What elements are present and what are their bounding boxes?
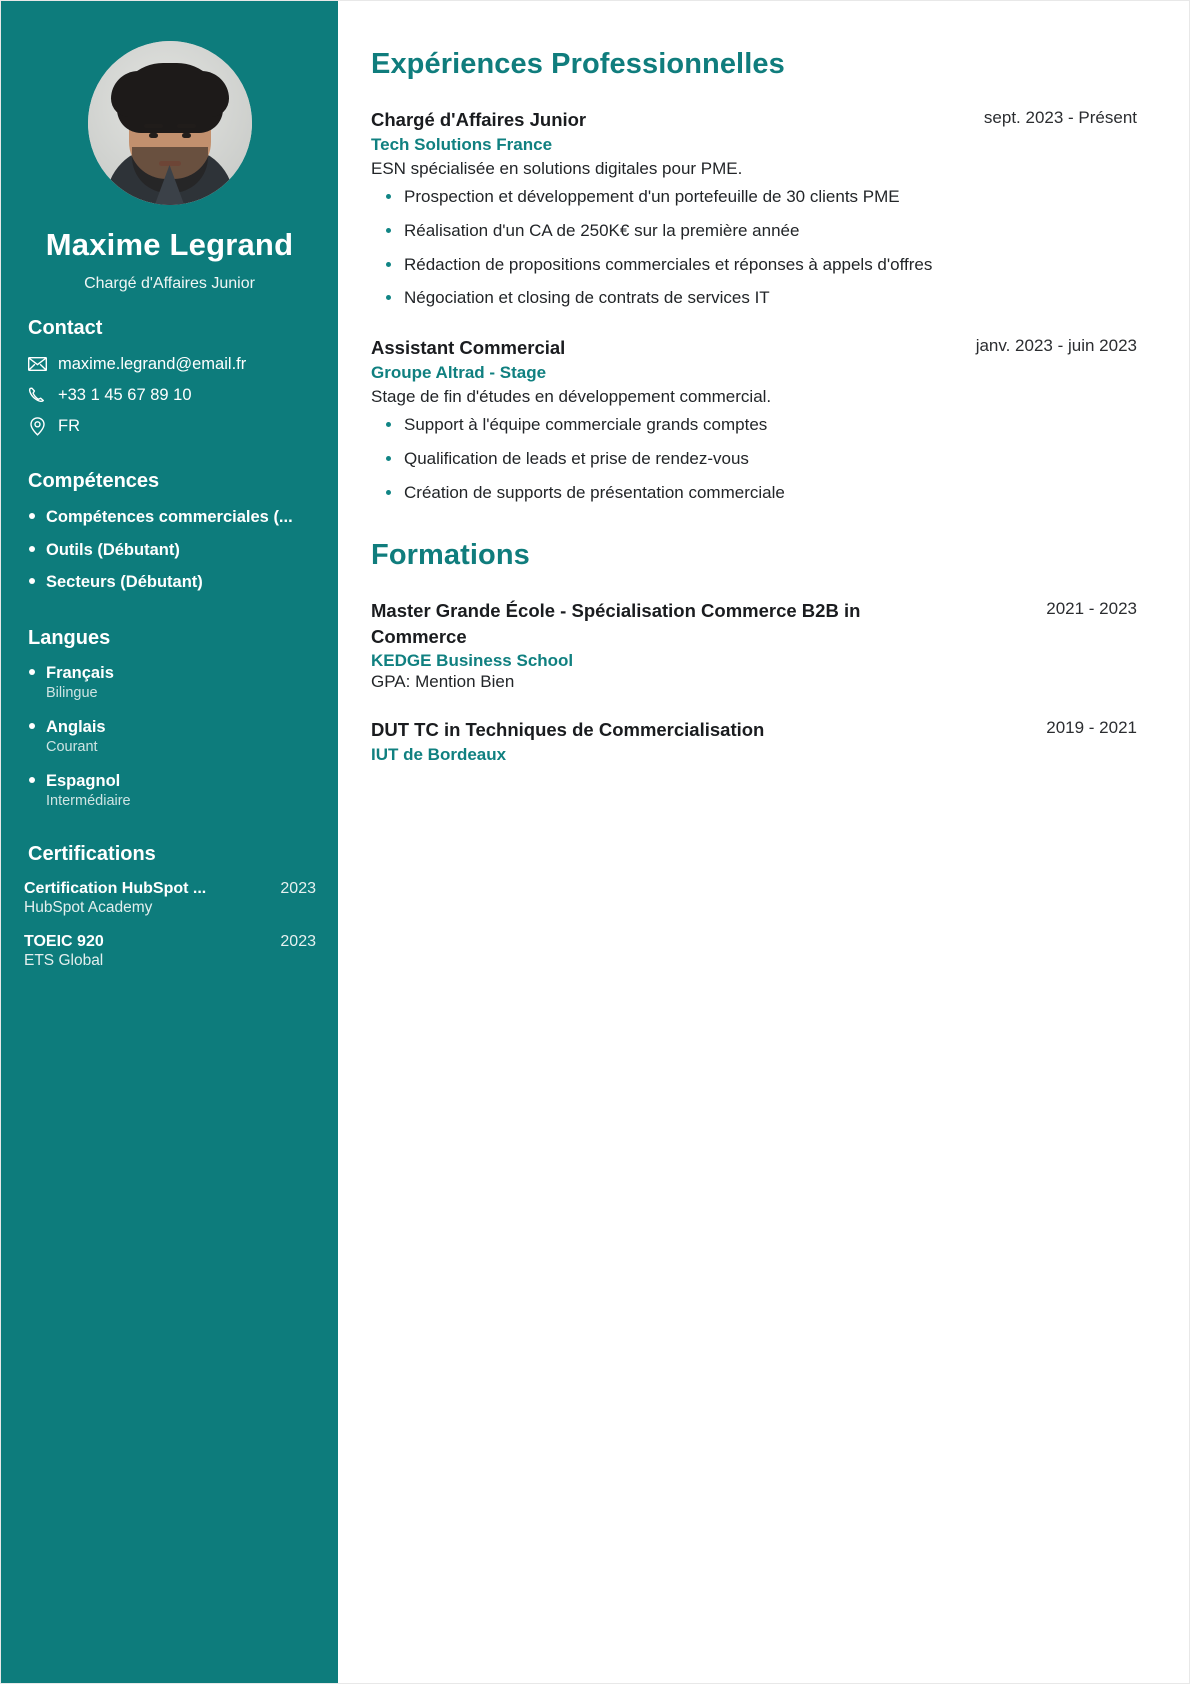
language-level: Intermédiaire	[46, 792, 131, 809]
education-organization: IUT de Bordeaux	[371, 745, 507, 765]
experience-date: sept. 2023 - Présent	[983, 108, 1137, 127]
list-item	[23, 664, 316, 701]
list-item	[371, 481, 1137, 505]
language-name-row	[29, 772, 316, 791]
language-name: Français	[46, 663, 114, 682]
certification-issuer: ETS Global	[24, 951, 104, 969]
list-item	[371, 253, 1137, 277]
certification-year: 2023	[280, 879, 316, 897]
profile-name: Maxime Legrand	[45, 227, 294, 262]
contact-item-email[interactable]	[23, 354, 316, 374]
bullet-text: Support à l'équipe commerciale grands comptes	[404, 415, 768, 435]
certification-header	[24, 880, 316, 898]
bullet-dot-icon	[386, 456, 391, 461]
bullet-dot-icon	[386, 262, 391, 267]
education-header	[371, 717, 1137, 743]
language-name-row	[29, 664, 316, 683]
list-item	[29, 572, 316, 593]
experience-section-heading: Expériences Professionnelles	[371, 48, 785, 80]
list-item	[371, 219, 1137, 243]
education-title: DUT TC in Techniques de Commercialisation	[371, 719, 765, 741]
list-item	[371, 447, 1137, 471]
bullet-text: Création de supports de présentation commerciale	[404, 482, 785, 502]
certifications-heading: Certifications	[28, 842, 156, 865]
skills-list	[23, 507, 316, 593]
list-item	[29, 507, 316, 528]
experience-organization: Tech Solutions France	[371, 134, 553, 154]
certification-header	[24, 933, 316, 951]
avatar-hair-top	[111, 71, 229, 117]
skill-label: Secteurs (Débutant)	[46, 573, 203, 592]
certifications-list	[23, 880, 316, 970]
contact-email-value: maxime.legrand@email.fr	[58, 354, 247, 373]
contact-heading: Contact	[28, 317, 103, 339]
language-name: Espagnol	[46, 771, 121, 790]
language-name-row	[29, 718, 316, 737]
certification-year: 2023	[280, 932, 316, 950]
skills-heading: Compétences	[28, 470, 160, 492]
bullet-dot-icon	[386, 194, 391, 199]
education-header	[371, 598, 1137, 650]
education-date: 2019 - 2021	[1046, 718, 1137, 738]
bullet-text: Prospection et développement d'un portefeuille de 30 clients PME	[404, 187, 900, 207]
list-item	[371, 413, 1137, 437]
education-section-heading: Formations	[371, 538, 530, 571]
bullet-dot-icon	[386, 490, 391, 495]
skill-label: Compétences commerciales (...	[46, 508, 293, 526]
experience-header	[371, 107, 1137, 133]
contact-list	[23, 354, 316, 436]
bullet-text: Qualification de leads et prise de rendez-vous	[404, 449, 749, 469]
list-item	[23, 933, 316, 970]
experience-entry	[371, 107, 1137, 310]
avatar-eye-right	[182, 133, 191, 138]
bullet-text: Réalisation d'un CA de 250K€ sur la première année	[404, 220, 800, 240]
education-title: Master Grande École - Spécialisation Commerce B2B in Commerce	[371, 599, 861, 647]
phone-icon	[27, 385, 47, 405]
contact-item-phone[interactable]	[23, 385, 316, 405]
list-item	[371, 286, 1137, 310]
contact-phone-value: +33 1 45 67 89 10	[58, 385, 192, 404]
bullet-dot-icon	[29, 578, 35, 584]
bullet-dot-icon	[29, 546, 35, 552]
avatar-brow-left	[144, 124, 163, 128]
bullet-dot-icon	[29, 777, 35, 783]
certification-name: Certification HubSpot ...	[24, 879, 207, 897]
experience-bullet-list	[371, 185, 1137, 310]
education-date: 2021 - 2023	[1046, 598, 1137, 618]
experience-title: Chargé d'Affaires Junior	[371, 109, 587, 130]
languages-list	[23, 664, 316, 809]
list-item	[23, 772, 316, 809]
experience-entry	[371, 335, 1137, 504]
experience-organization: Groupe Altrad - Stage	[371, 363, 547, 383]
bullet-dot-icon	[29, 723, 35, 729]
list-item	[23, 718, 316, 755]
avatar-wrap	[23, 41, 316, 205]
bullet-dot-icon	[386, 228, 391, 233]
avatar	[88, 41, 252, 205]
bullet-dot-icon	[29, 669, 35, 675]
list-item	[371, 185, 1137, 209]
certification-issuer: HubSpot Academy	[24, 898, 153, 916]
bullet-dot-icon	[386, 295, 391, 300]
language-level: Courant	[46, 738, 98, 755]
education-organization: KEDGE Business School	[371, 651, 574, 671]
education-entry	[371, 717, 1137, 765]
experience-header	[371, 335, 1137, 361]
experience-bullet-list	[371, 413, 1137, 504]
list-item	[23, 880, 316, 917]
profile-title: Chargé d'Affaires Junior	[84, 275, 255, 292]
language-level: Bilingue	[46, 684, 98, 701]
education-extra: GPA: Mention Bien	[371, 672, 515, 692]
language-name: Anglais	[46, 717, 106, 736]
bullet-dot-icon	[386, 422, 391, 427]
list-item	[29, 540, 316, 561]
contact-item-location[interactable]	[23, 416, 316, 436]
bullet-text: Négociation et closing de contrats de services IT	[404, 288, 770, 308]
avatar-brow-right	[177, 124, 196, 128]
experience-date: janv. 2023 - juin 2023	[975, 336, 1137, 356]
main-content	[338, 1, 1189, 1683]
bullet-dot-icon	[29, 513, 35, 519]
contact-location-value: FR	[58, 416, 80, 435]
experience-title: Assistant Commercial	[371, 337, 566, 359]
experience-description: ESN spécialisée en solutions digitales pour PME.	[371, 158, 743, 178]
skill-label: Outils (Débutant)	[46, 540, 180, 559]
location-pin-icon	[27, 416, 47, 436]
certification-name: TOEIC 920	[24, 932, 104, 950]
experience-description: Stage de fin d'études en développement commercial.	[371, 387, 772, 407]
bullet-text: Rédaction de propositions commerciales et réponses à appels d'offres	[404, 254, 933, 274]
sidebar	[1, 1, 338, 1683]
education-entry	[371, 598, 1137, 693]
envelope-icon	[27, 354, 47, 374]
languages-heading: Langues	[28, 626, 111, 649]
avatar-eye-left	[149, 133, 158, 138]
